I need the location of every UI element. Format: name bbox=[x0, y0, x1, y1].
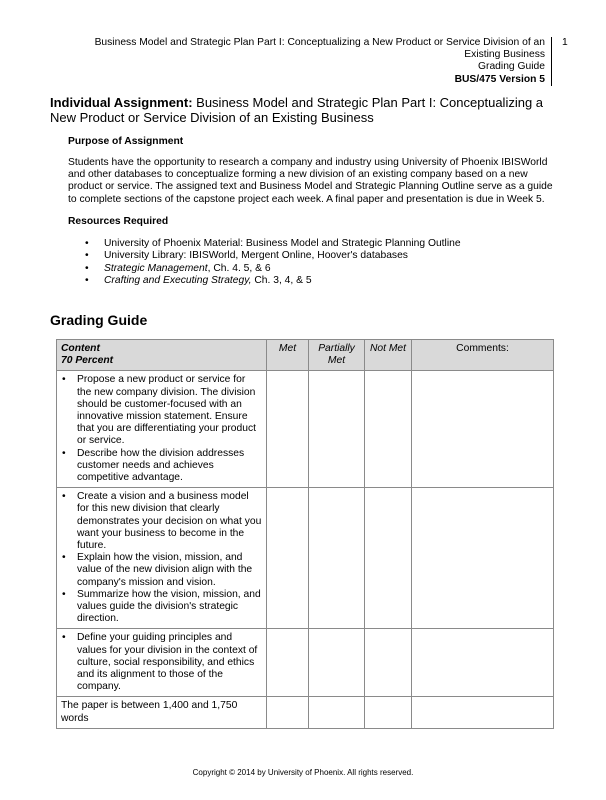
criteria-cell bbox=[57, 488, 267, 629]
resources-list bbox=[85, 238, 461, 288]
not-met-cell bbox=[365, 371, 412, 488]
resources-heading: Resources Required bbox=[68, 216, 169, 227]
purpose-heading: Purpose of Assignment bbox=[68, 136, 184, 147]
not-met-cell bbox=[365, 629, 412, 697]
met-cell bbox=[267, 488, 309, 629]
criteria-cell bbox=[57, 371, 267, 488]
grading-guide-title: Grading Guide bbox=[50, 312, 148, 328]
list-item: • Explain how the vision, mission, and value of the new division align with the company's mission and vision. bbox=[61, 552, 262, 589]
list-item: • University of Phoenix Material: Business Model and Strategic Planning Outline bbox=[85, 238, 461, 250]
header-title-line2: Existing Business bbox=[464, 49, 545, 61]
partially-met-cell bbox=[309, 488, 365, 629]
grading-table bbox=[56, 339, 554, 729]
list-item: • Crafting and Executing Strategy, Ch. 3, 4, & 5 bbox=[85, 275, 461, 287]
partially-met-cell bbox=[309, 371, 365, 488]
header-title-line1: Business Model and Strategic Plan Part I: Conceptualizing a New Product or Service Division of an bbox=[94, 37, 545, 48]
assignment-title bbox=[50, 95, 550, 125]
column-header-not-met: Not Met bbox=[365, 340, 412, 371]
comments-cell bbox=[412, 629, 554, 697]
criteria-cell bbox=[57, 629, 267, 697]
met-cell bbox=[267, 371, 309, 488]
criteria-cell: The paper is between 1,400 and 1,750 words bbox=[57, 697, 267, 728]
met-cell bbox=[267, 629, 309, 697]
comments-cell bbox=[412, 488, 554, 629]
table-row bbox=[57, 488, 554, 629]
column-header-comments: Comments: bbox=[412, 340, 554, 371]
list-item: • Propose a new product or service for the new company division. The division should be customer-focused with an innovative mission statement. Ensure that you are differentiating your product or service. bbox=[61, 374, 262, 447]
met-cell bbox=[267, 697, 309, 728]
header-doc-type: Grading Guide bbox=[478, 61, 545, 73]
list-item: • Strategic Management, Ch. 4. 5, & 6 bbox=[85, 263, 461, 275]
column-header-partially-met: Partially Met bbox=[309, 340, 365, 371]
header-course-version: BUS/475 Version 5 bbox=[454, 73, 545, 85]
table-row bbox=[57, 371, 554, 488]
page-number: 1 bbox=[562, 37, 568, 48]
table-header-row bbox=[57, 340, 554, 371]
comments-cell bbox=[412, 371, 554, 488]
column-header-content: Content 70 Percent bbox=[57, 340, 267, 371]
not-met-cell bbox=[365, 697, 412, 728]
comments-cell bbox=[412, 697, 554, 728]
assignment-label: Individual Assignment: bbox=[50, 95, 193, 110]
list-item: • Describe how the division addresses customer needs and achieves competitive advantage. bbox=[61, 448, 262, 485]
not-met-cell bbox=[365, 488, 412, 629]
page-header bbox=[75, 37, 552, 86]
list-item: • Create a vision and a business model for this new division that clearly demonstrates your decision on what you want your business to become in the future. bbox=[61, 491, 262, 552]
list-item: • University Library: IBISWorld, Mergent Online, Hoover's databases bbox=[85, 250, 461, 262]
assignment-name: Business Model and Strategic Plan Part I: Conceptualizing a New Product or Service Division of an Existing Business bbox=[50, 95, 544, 125]
partially-met-cell bbox=[309, 629, 365, 697]
purpose-text: Students have the opportunity to research a company and industry using University of Phoenix IBISWorld and other databases to conceptualize forming a new division of an existing company based on a new product or service. The assigned text and Business Model and Strategic Planning Outline serve as a guide to complete sections of the capstone project each week. A final paper and presentation is due in Week 5. bbox=[68, 157, 553, 205]
partially-met-cell bbox=[309, 697, 365, 728]
copyright-footer: Copyright © 2014 by University of Phoenix. All rights reserved. bbox=[192, 768, 414, 777]
list-item: • Define your guiding principles and values for your division in the context of culture, social responsibility, and ethics and its alignment to those of the company. bbox=[61, 632, 262, 693]
list-item: • Summarize how the vision, mission, and values guide the division's strategic direction. bbox=[61, 589, 262, 626]
column-header-met: Met bbox=[267, 340, 309, 371]
table-row bbox=[57, 697, 554, 728]
table-row bbox=[57, 629, 554, 697]
